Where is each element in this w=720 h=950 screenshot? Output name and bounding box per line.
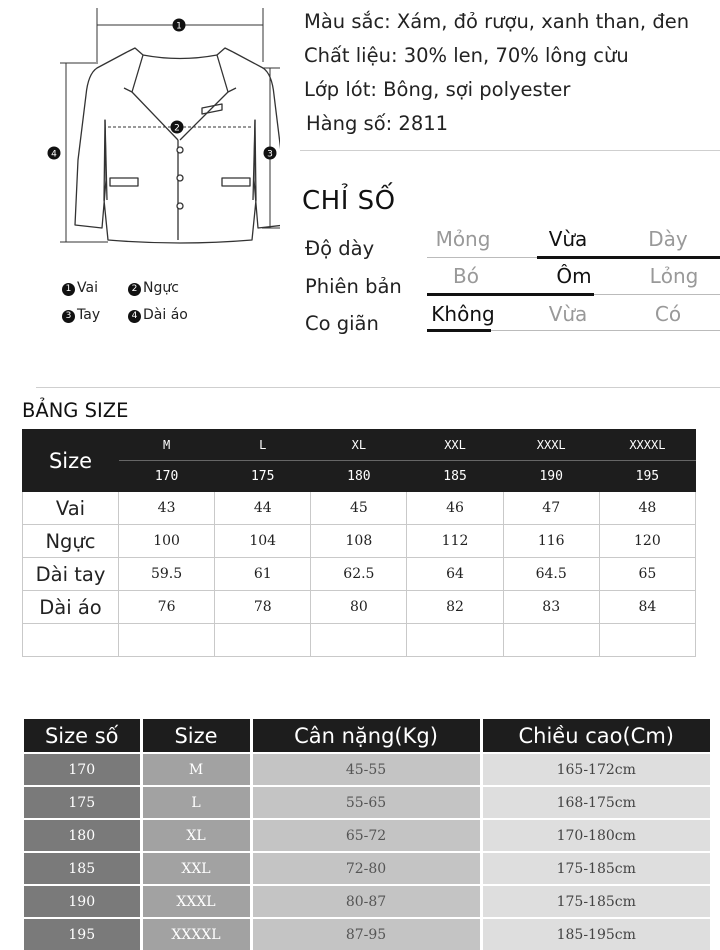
table-cell: 87-95 xyxy=(251,918,481,950)
table-cell: M xyxy=(141,753,251,786)
indicators-title: CHỈ SỐ xyxy=(302,186,396,216)
table-cell: 59.5 xyxy=(119,558,215,591)
size-header: Size xyxy=(23,430,119,492)
legend-sleeve: 3 Tay xyxy=(62,307,100,323)
svg-text:1: 1 xyxy=(176,21,182,32)
table-row-empty xyxy=(23,624,696,657)
table-cell: 45-55 xyxy=(251,753,481,786)
marker-3 xyxy=(264,147,277,160)
product-lining: Lớp lót: Bông, sợi polyester xyxy=(304,78,571,101)
size-number: 195 xyxy=(599,461,695,492)
size-number: 175 xyxy=(215,461,311,492)
jacket-measurement-diagram xyxy=(30,0,280,260)
table-cell: 76 xyxy=(119,591,215,624)
table-cell: L xyxy=(141,786,251,819)
table-row xyxy=(24,885,710,918)
option-medium-selected: Vừa xyxy=(548,227,588,251)
table-cell: 175 xyxy=(24,786,141,819)
legend-shoulder: 1 Vai xyxy=(62,280,98,296)
indicator-label-thickness: Độ dày xyxy=(305,237,375,260)
svg-text:2: 2 xyxy=(174,123,180,134)
table-cell: 170-180cm xyxy=(481,819,710,852)
lapel-right xyxy=(180,48,233,140)
table-cell: 170 xyxy=(24,753,141,786)
legend-length: 4 Dài áo xyxy=(128,307,188,323)
table-cell: 44 xyxy=(215,492,311,525)
table-cell: 62.5 xyxy=(311,558,407,591)
table-row xyxy=(23,525,696,558)
option-loose: Lỏng xyxy=(649,264,699,288)
table-cell: XXXXL xyxy=(141,918,251,950)
table-cell xyxy=(407,624,503,657)
row-label: Vai xyxy=(23,492,119,525)
size-col-label: XXXXL xyxy=(599,430,695,461)
table-row xyxy=(24,819,710,852)
indicator-label-stretch: Co giãn xyxy=(305,312,379,335)
table-cell: 112 xyxy=(407,525,503,558)
svg-text:4: 4 xyxy=(51,149,57,160)
size-table-title: BẢNG SIZE xyxy=(22,399,129,422)
size-number: 190 xyxy=(503,461,599,492)
table-row xyxy=(23,558,696,591)
table-cell: 100 xyxy=(119,525,215,558)
indicator-thickness xyxy=(427,227,720,263)
table-cell: 168-175cm xyxy=(481,786,710,819)
option-tight: Bó xyxy=(453,264,479,288)
table-cell: 80 xyxy=(311,591,407,624)
legend-chest: 2 Ngực xyxy=(128,280,179,296)
divider xyxy=(300,150,720,151)
weight-height-table xyxy=(24,719,710,950)
table-cell: 185-195cm xyxy=(481,918,710,950)
option-slim-selected: Ôm xyxy=(556,264,592,288)
product-material: Chất liệu: 30% len, 70% lông cừu xyxy=(304,44,629,67)
indicator-label-fit: Phiên bản xyxy=(305,275,402,298)
table-cell: 175-185cm xyxy=(481,852,710,885)
table-cell: 46 xyxy=(407,492,503,525)
table-cell: 72-80 xyxy=(251,852,481,885)
indicator-fit xyxy=(427,264,720,300)
table-cell: 104 xyxy=(215,525,311,558)
table-cell: 80-87 xyxy=(251,885,481,918)
option-yes: Có xyxy=(654,302,682,326)
table-cell: 78 xyxy=(215,591,311,624)
table-cell: 43 xyxy=(119,492,215,525)
table-cell: 64 xyxy=(407,558,503,591)
table-cell: XXXL xyxy=(141,885,251,918)
size-number: 185 xyxy=(407,461,503,492)
table-cell: XXL xyxy=(141,852,251,885)
size-number: 170 xyxy=(119,461,215,492)
table-row xyxy=(24,852,710,885)
marker-1 xyxy=(173,19,186,32)
table-cell: 65 xyxy=(599,558,695,591)
divider xyxy=(36,387,720,388)
indicator-stretch xyxy=(427,302,720,338)
option-thick: Dày xyxy=(648,227,688,251)
column-header: Cân nặng(Kg) xyxy=(251,719,481,753)
option-none-selected: Không xyxy=(431,302,495,326)
table-cell xyxy=(503,624,599,657)
lapel-left xyxy=(127,48,178,140)
table-cell xyxy=(599,624,695,657)
table-row xyxy=(23,492,696,525)
size-col-label: XXXL xyxy=(503,430,599,461)
table-cell: 190 xyxy=(24,885,141,918)
table-row xyxy=(23,591,696,624)
option-thin: Mỏng xyxy=(435,227,491,251)
column-header: Size xyxy=(141,719,251,753)
table-cell xyxy=(215,624,311,657)
table-cell: 47 xyxy=(503,492,599,525)
table-cell: 165-172cm xyxy=(481,753,710,786)
table-cell: 108 xyxy=(311,525,407,558)
table-cell: 48 xyxy=(599,492,695,525)
column-header: Size số xyxy=(24,719,141,753)
table-cell: 82 xyxy=(407,591,503,624)
size-number: 180 xyxy=(311,461,407,492)
table-cell xyxy=(119,624,215,657)
svg-text:3: 3 xyxy=(267,149,273,160)
table-row xyxy=(24,918,710,950)
product-item-number: Hàng số: 2811 xyxy=(306,112,449,135)
row-label: Dài áo xyxy=(23,591,119,624)
table-cell: 180 xyxy=(24,819,141,852)
row-label: Dài tay xyxy=(23,558,119,591)
product-colors: Màu sắc: Xám, đỏ rượu, xanh than, đen xyxy=(304,10,690,33)
table-cell: 45 xyxy=(311,492,407,525)
table-cell: 116 xyxy=(503,525,599,558)
table-cell: 65-72 xyxy=(251,819,481,852)
table-cell: XL xyxy=(141,819,251,852)
table-row xyxy=(24,786,710,819)
table-cell: 83 xyxy=(503,591,599,624)
size-table xyxy=(22,429,696,657)
size-col-label: M xyxy=(119,430,215,461)
table-cell: 120 xyxy=(599,525,695,558)
table-cell xyxy=(311,624,407,657)
size-col-label: XL xyxy=(311,430,407,461)
column-header: Chiều cao(Cm) xyxy=(481,719,710,753)
size-col-label: L xyxy=(215,430,311,461)
marker-4 xyxy=(48,147,61,160)
table-cell: 195 xyxy=(24,918,141,950)
table-cell xyxy=(23,624,119,657)
table-cell: 84 xyxy=(599,591,695,624)
option-medium: Vừa xyxy=(548,302,588,326)
table-cell: 64.5 xyxy=(503,558,599,591)
marker-2 xyxy=(171,121,184,134)
table-cell: 61 xyxy=(215,558,311,591)
table-cell: 175-185cm xyxy=(481,885,710,918)
size-col-label: XXL xyxy=(407,430,503,461)
row-label: Ngực xyxy=(23,525,119,558)
table-cell: 55-65 xyxy=(251,786,481,819)
table-cell: 185 xyxy=(24,852,141,885)
table-row xyxy=(24,753,710,786)
